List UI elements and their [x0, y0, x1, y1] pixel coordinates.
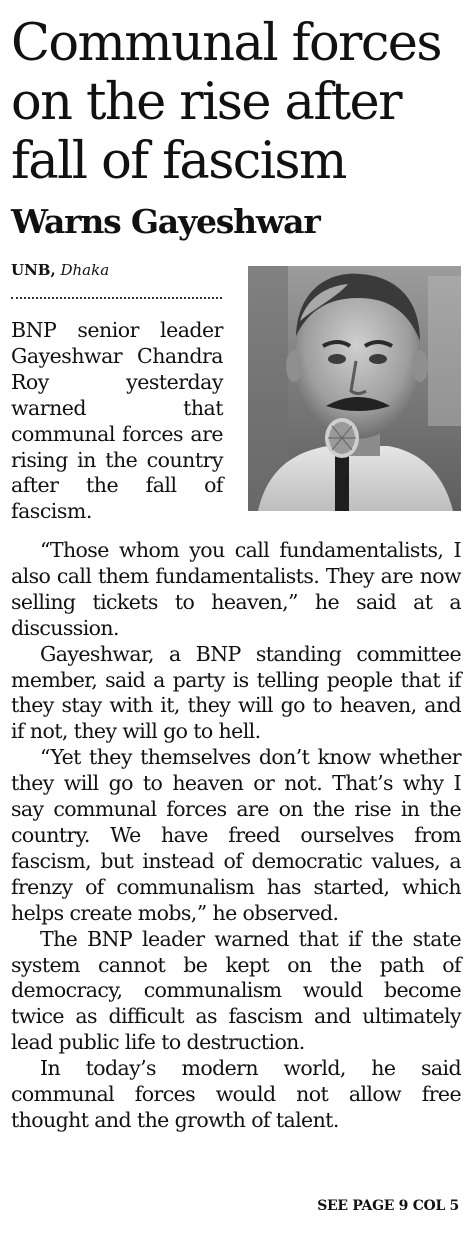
byline: [11, 259, 109, 281]
body-paragraph: The BNP leader warned that if the state system cannot be kept on the path of democracy, communalism would become twice as difficult as fascism and ultimately lead public life to destruction.: [11, 926, 461, 1055]
body-paragraph: “Yet they themselves don’t know whether they will go to heaven or not. That’s why I say communal forces are on the rise in the country. We have freed ourselves from fascism, but instead of democratic values, a frenzy of communalism has started, which helps create mobs,” he observed.: [11, 745, 461, 925]
kicker-subheadline: Warns Gayeshwar: [11, 202, 320, 241]
portrait-photo: [248, 266, 461, 511]
lead-paragraph: BNP senior leader Gayeshwar Chandra Roy yesterday warned that communal forces are rising in the country after the fall of fascism.: [11, 318, 223, 524]
body-paragraph: Gayeshwar, a BNP standing committee member, said a party is telling people that if they stay with it, they will go to heaven, and if not, they will go to hell.: [11, 641, 461, 744]
byline-agency: UNB,: [11, 261, 56, 279]
article-body: [11, 538, 461, 1134]
portrait-image: [248, 266, 461, 511]
body-paragraph: In today’s modern world, he said communal forces would not allow free thought and the growth of talent.: [11, 1056, 461, 1132]
body-paragraph: “Those whom you call fundamentalists, I also call them fundamentalists. They are now selling tickets to heaven,” he said at a discussion.: [11, 538, 461, 640]
byline-place: Dhaka: [60, 261, 110, 279]
continued-on-page: SEE PAGE 9 COL 5: [317, 1198, 459, 1214]
byline-divider: [11, 297, 222, 299]
headline: Communal forces on the rise after fall of fascism: [11, 14, 441, 191]
